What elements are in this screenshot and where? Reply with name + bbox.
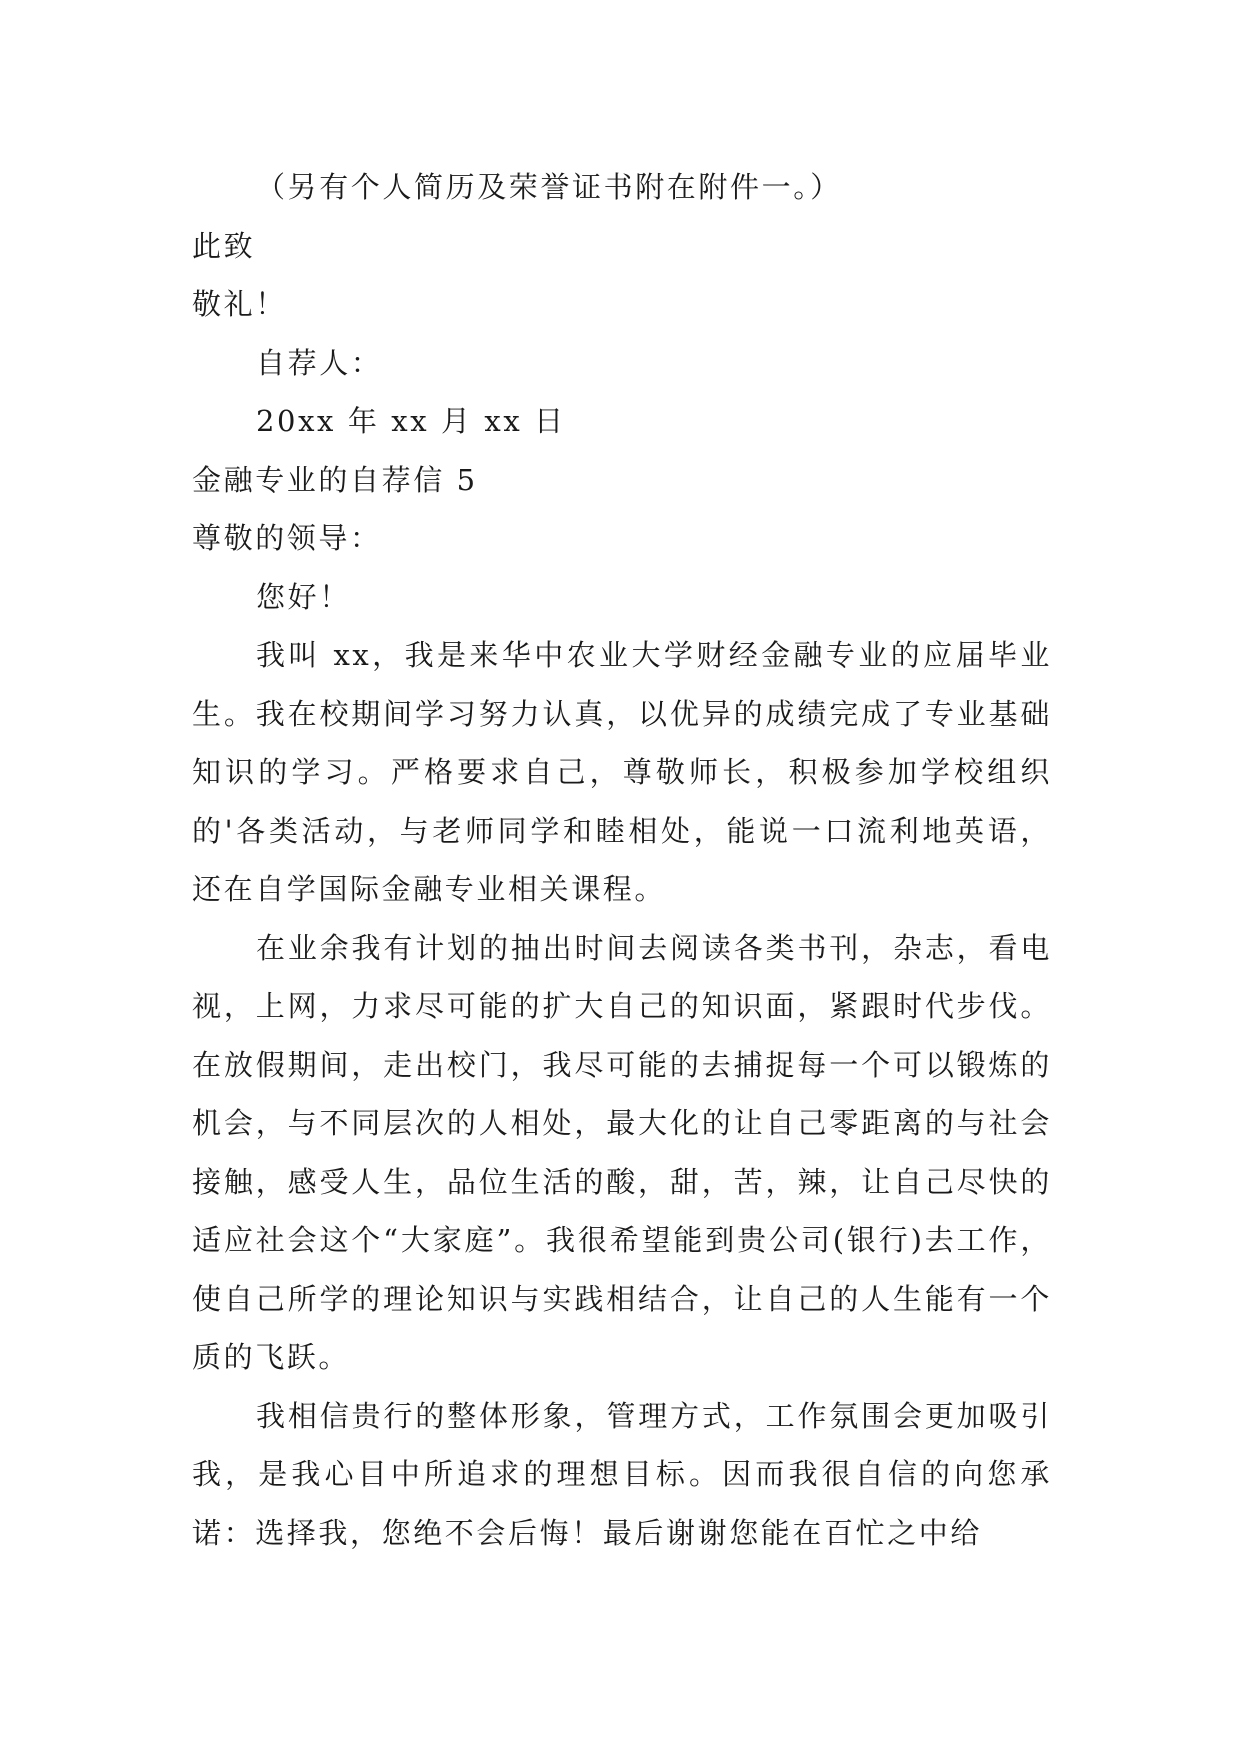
section-title: 金融专业的自荐信 5 [192,462,478,497]
paragraph-1: 我叫 xx，我是来华中农业大学财经金融专业的应届毕业生。我在校期间学习努力认真，以优异的成绩完成了专业基础知识的学习。严格要求自己，尊敬师长，积极参加学校组织的'各类活动，与老师同学和睦相处，能说一口流利地英语，还在自学国际金融专业相关课程。 [192,638,1052,906]
greeting: 您好！ [256,579,351,614]
salutation: 尊敬的领导： [192,521,382,555]
letter-body [192,158,1052,1562]
letter-date: 20xx 年 xx 月 xx 日 [256,404,566,438]
paragraph-2: 在业余我有计划的抽出时间去阅读各类书刊，杂志，看电视，上网，力求尽可能的扩大自己的知识面，紧跟时代步伐。在放假期间，走出校门，我尽可能的去捕捉每一个可以锻炼的机会，与不同层次的人相处，最大化的让自己零距离的与社会接触，感受人生，品位生活的酸，甜，苦，辣，让自己尽快的适应社会这个“大家庭”。我很希望能到贵公司(银行)去工作，使自己所学的理论知识与实践相结合，让自己的人生能有一个质的飞跃。 [192,930,1052,1374]
paragraph-3: 我相信贵行的整体形象，管理方式，工作氛围会更加吸引我，是我心目中所追求的理想目标。因而我很自信的向您承诺：选择我，您绝不会后悔！最后谢谢您能在百忙之中给 [192,1398,1052,1550]
attachment-note: （另有个人简历及荣誉证书附在附件一。） [256,170,842,204]
closing-line-2: 敬礼！ [192,287,287,321]
closing-line-1: 此致 [192,228,256,263]
signer-label: 自荐人： [256,345,383,380]
